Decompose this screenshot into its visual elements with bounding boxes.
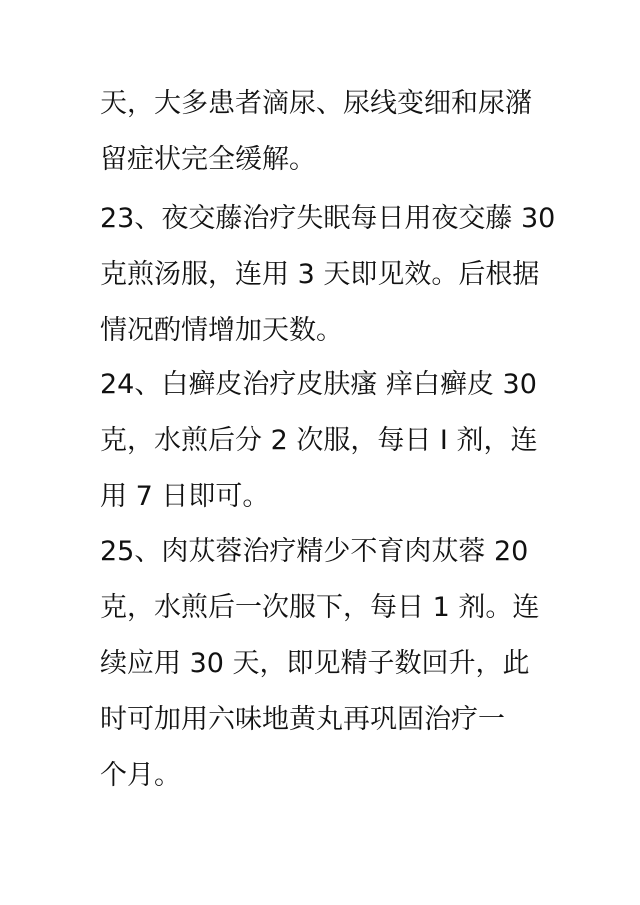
text-line: 25、肉苁蓉治疗精少不育肉苁蓉 20 [100, 536, 529, 567]
paragraph-item-24 [100, 357, 570, 525]
paragraph-continuation [100, 76, 570, 188]
paragraph-item-25 [100, 524, 570, 804]
text-line: 个月。 [100, 760, 181, 791]
text-line: 留症状完全缓解。 [100, 144, 316, 175]
text-line: 24、白癣皮治疗皮肤瘙 痒白癣皮 30 [100, 369, 537, 400]
text-line: 情况酌情增加天数。 [100, 315, 343, 346]
text-line: 天，大多患者滴尿、尿线变细和尿潴 [100, 88, 532, 119]
text-line: 续应用 30 天，即见精子数回升，此 [100, 648, 530, 679]
text-line: 克，水煎后分 2 次服，每日 I 剂，连 [100, 425, 538, 456]
text-line: 用 7 日即可。 [100, 481, 270, 512]
text-line: 克煎汤服，连用 3 天即见效。后根据 [100, 259, 540, 290]
text-line: 23、夜交藤治疗失眠每日用夜交藤 30 [100, 203, 556, 234]
text-line: 克，水煎后一次服下，每日 1 剂。连 [100, 592, 540, 623]
text-line: 时可加用六味地黄丸再巩固治疗一 [100, 704, 505, 735]
paragraph-item-23 [100, 191, 570, 359]
